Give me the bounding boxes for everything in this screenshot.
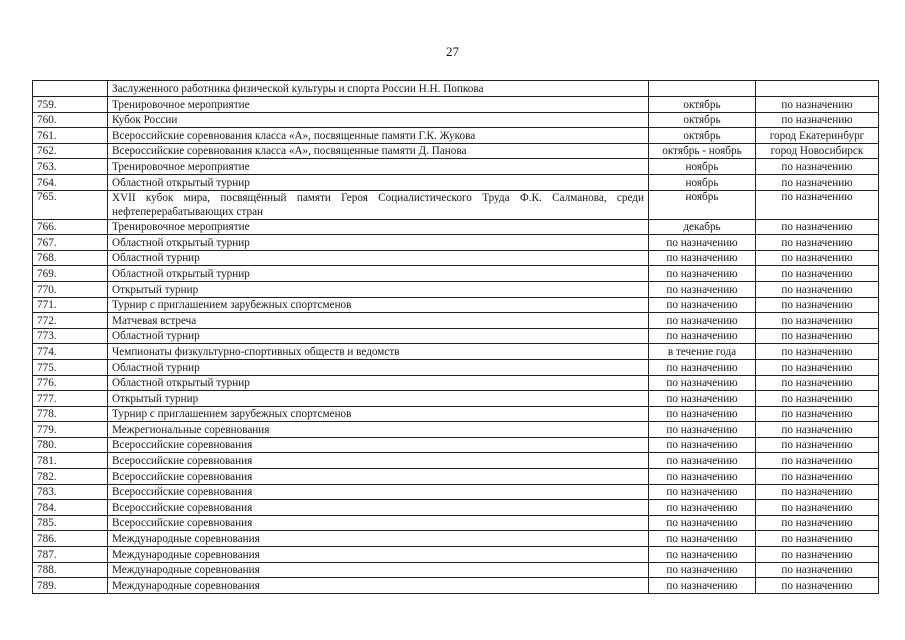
event-place: город Новосибирск <box>756 143 879 159</box>
row-number: 759. <box>33 97 108 113</box>
event-place: по назначению <box>756 437 879 453</box>
table-row <box>33 81 879 97</box>
event-name: Областной открытый турнир <box>108 375 649 391</box>
table-row <box>33 578 879 594</box>
event-name: Всероссийские соревнования класса «А», посвященные памяти Д. Панова <box>108 143 649 159</box>
event-name: Областной турнир <box>108 359 649 375</box>
row-number: 789. <box>33 578 108 594</box>
event-place: по назначению <box>756 266 879 282</box>
event-date: по назначению <box>649 578 756 594</box>
event-name: Областной открытый турнир <box>108 266 649 282</box>
table-row <box>33 328 879 344</box>
row-number: 788. <box>33 562 108 578</box>
events-table <box>32 80 879 594</box>
event-place: по назначению <box>756 391 879 407</box>
event-date: по назначению <box>649 531 756 547</box>
table-row <box>33 313 879 329</box>
event-name: Всероссийские соревнования <box>108 469 649 485</box>
table-row <box>33 515 879 531</box>
event-name: Областной открытый турнир <box>108 174 649 190</box>
event-name: Тренировочное мероприятие <box>108 219 649 235</box>
event-date: октябрь <box>649 128 756 144</box>
row-number: 770. <box>33 281 108 297</box>
event-name: Всероссийские соревнования <box>108 515 649 531</box>
table-row <box>33 500 879 516</box>
event-place: по назначению <box>756 297 879 313</box>
row-number: 761. <box>33 128 108 144</box>
row-number: 767. <box>33 235 108 251</box>
event-name: Турнир с приглашением зарубежных спортсменов <box>108 406 649 422</box>
event-place: по назначению <box>756 219 879 235</box>
row-number: 782. <box>33 469 108 485</box>
event-place: по назначению <box>756 174 879 190</box>
event-name: Кубок России <box>108 112 649 128</box>
row-number: 774. <box>33 344 108 360</box>
event-name: Международные соревнования <box>108 578 649 594</box>
event-place: по назначению <box>756 406 879 422</box>
event-date: декабрь <box>649 219 756 235</box>
event-date: по назначению <box>649 515 756 531</box>
event-place: по назначению <box>756 469 879 485</box>
event-name: Открытый турнир <box>108 391 649 407</box>
event-date: ноябрь <box>649 190 756 219</box>
table-row <box>33 391 879 407</box>
event-date: по назначению <box>649 500 756 516</box>
event-date: по назначению <box>649 562 756 578</box>
table-row <box>33 469 879 485</box>
row-number: 765. <box>33 190 108 219</box>
event-name: Всероссийские соревнования <box>108 437 649 453</box>
event-date <box>649 81 756 97</box>
row-number: 772. <box>33 313 108 329</box>
event-place: по назначению <box>756 344 879 360</box>
event-place: по назначению <box>756 328 879 344</box>
table-row <box>33 159 879 175</box>
event-date: по назначению <box>649 281 756 297</box>
table-row <box>33 128 879 144</box>
event-place: по назначению <box>756 562 879 578</box>
event-place <box>756 81 879 97</box>
event-date: в течение года <box>649 344 756 360</box>
row-number: 776. <box>33 375 108 391</box>
row-number: 785. <box>33 515 108 531</box>
event-name: Матчевая встреча <box>108 313 649 329</box>
table-row <box>33 143 879 159</box>
row-number: 763. <box>33 159 108 175</box>
event-name: Тренировочное мероприятие <box>108 159 649 175</box>
event-place: по назначению <box>756 578 879 594</box>
event-place: по назначению <box>756 500 879 516</box>
event-date: по назначению <box>649 359 756 375</box>
event-place: по назначению <box>756 281 879 297</box>
event-place: по назначению <box>756 453 879 469</box>
event-date: ноябрь <box>649 174 756 190</box>
table-row <box>33 235 879 251</box>
event-name: Межрегиональные соревнования <box>108 422 649 438</box>
table-row <box>33 281 879 297</box>
event-place: по назначению <box>756 190 879 219</box>
table-row <box>33 97 879 113</box>
event-place: по назначению <box>756 515 879 531</box>
event-date: по назначению <box>649 406 756 422</box>
row-number: 768. <box>33 250 108 266</box>
event-name: Всероссийские соревнования <box>108 500 649 516</box>
event-date: по назначению <box>649 297 756 313</box>
event-name: Международные соревнования <box>108 562 649 578</box>
event-date: ноябрь <box>649 159 756 175</box>
row-number: 777. <box>33 391 108 407</box>
row-number: 760. <box>33 112 108 128</box>
row-number: 783. <box>33 484 108 500</box>
row-number: 778. <box>33 406 108 422</box>
table-row <box>33 531 879 547</box>
table-row <box>33 375 879 391</box>
row-number: 773. <box>33 328 108 344</box>
event-date: по назначению <box>649 250 756 266</box>
table-row <box>33 453 879 469</box>
row-number: 779. <box>33 422 108 438</box>
table-row <box>33 190 879 219</box>
event-name: Областной турнир <box>108 328 649 344</box>
table-row <box>33 562 879 578</box>
row-number: 781. <box>33 453 108 469</box>
event-place: по назначению <box>756 531 879 547</box>
event-name: Областной открытый турнир <box>108 235 649 251</box>
table-row <box>33 437 879 453</box>
event-place: по назначению <box>756 250 879 266</box>
event-date: октябрь <box>649 112 756 128</box>
row-number: 771. <box>33 297 108 313</box>
event-name: Тренировочное мероприятие <box>108 97 649 113</box>
table-row <box>33 250 879 266</box>
event-name: Всероссийские соревнования <box>108 453 649 469</box>
table-row <box>33 422 879 438</box>
event-name: XVII кубок мира, посвящённый памяти Героя Социалистического Труда Ф.К. Салманова, среди нефтеперерабатывающих стран <box>108 190 649 219</box>
row-number: 764. <box>33 174 108 190</box>
event-name: Областной турнир <box>108 250 649 266</box>
table-row <box>33 406 879 422</box>
table-row <box>33 484 879 500</box>
table-row <box>33 359 879 375</box>
table-row <box>33 297 879 313</box>
event-place: по назначению <box>756 112 879 128</box>
row-number: 775. <box>33 359 108 375</box>
table-row <box>33 174 879 190</box>
row-number: 787. <box>33 547 108 563</box>
event-name: Чемпионаты физкультурно-спортивных обществ и ведомств <box>108 344 649 360</box>
event-date: по назначению <box>649 484 756 500</box>
event-name: Турнир с приглашением зарубежных спортсменов <box>108 297 649 313</box>
event-name: Международные соревнования <box>108 547 649 563</box>
row-number: 762. <box>33 143 108 159</box>
table-row <box>33 112 879 128</box>
event-place: город Екатеринбург <box>756 128 879 144</box>
table-row <box>33 266 879 282</box>
event-date: по назначению <box>649 235 756 251</box>
row-number: 786. <box>33 531 108 547</box>
events-table-body <box>33 81 879 594</box>
event-place: по назначению <box>756 422 879 438</box>
event-date: по назначению <box>649 437 756 453</box>
table-row <box>33 547 879 563</box>
event-date: по назначению <box>649 328 756 344</box>
row-number <box>33 81 108 97</box>
event-name: Всероссийские соревнования <box>108 484 649 500</box>
event-place: по назначению <box>756 159 879 175</box>
event-place: по назначению <box>756 547 879 563</box>
row-number: 780. <box>33 437 108 453</box>
event-date: по назначению <box>649 469 756 485</box>
table-row <box>33 219 879 235</box>
table-row <box>33 344 879 360</box>
event-date: по назначению <box>649 375 756 391</box>
event-date: по назначению <box>649 422 756 438</box>
page-number: 27 <box>446 44 459 59</box>
event-place: по назначению <box>756 375 879 391</box>
event-name: Заслуженного работника физической культуры и спорта России Н.Н. Попкова <box>108 81 649 97</box>
row-number: 766. <box>33 219 108 235</box>
event-date: по назначению <box>649 266 756 282</box>
event-place: по назначению <box>756 313 879 329</box>
event-place: по назначению <box>756 97 879 113</box>
event-name: Международные соревнования <box>108 531 649 547</box>
event-date: октябрь - ноябрь <box>649 143 756 159</box>
event-place: по назначению <box>756 235 879 251</box>
event-name: Всероссийские соревнования класса «А», посвященные памяти Г.К. Жукова <box>108 128 649 144</box>
row-number: 769. <box>33 266 108 282</box>
event-place: по назначению <box>756 484 879 500</box>
event-place: по назначению <box>756 359 879 375</box>
event-date: по назначению <box>649 391 756 407</box>
row-number: 784. <box>33 500 108 516</box>
event-name: Открытый турнир <box>108 281 649 297</box>
event-date: по назначению <box>649 453 756 469</box>
event-date: октябрь <box>649 97 756 113</box>
event-date: по назначению <box>649 313 756 329</box>
event-date: по назначению <box>649 547 756 563</box>
